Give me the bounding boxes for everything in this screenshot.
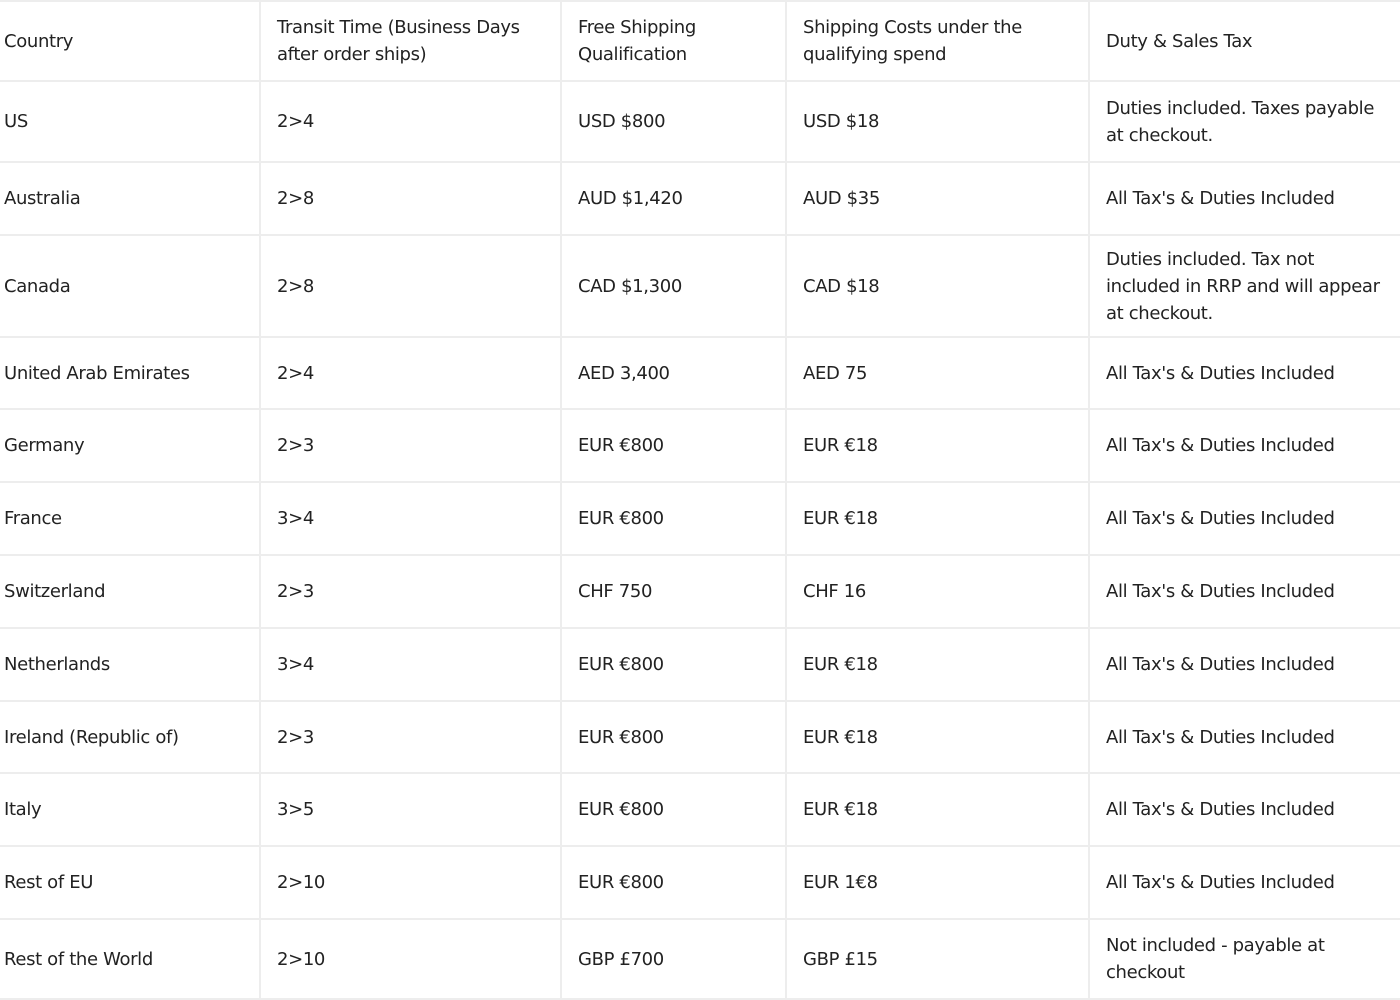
cell-shipping-cost: EUR €18 <box>786 701 1089 773</box>
cell-shipping-cost: EUR €18 <box>786 482 1089 555</box>
cell-free-shipping: CHF 750 <box>561 555 786 628</box>
table-row <box>0 482 1400 555</box>
cell-transit-time: 2>10 <box>260 846 561 919</box>
cell-shipping-cost: AUD $35 <box>786 162 1089 235</box>
table-row <box>0 919 1400 999</box>
cell-transit-time: 2>8 <box>260 235 561 337</box>
table-row <box>0 846 1400 919</box>
cell-shipping-cost: CAD $18 <box>786 235 1089 337</box>
cell-duty-tax: All Tax's & Duties Included <box>1089 846 1400 919</box>
cell-free-shipping: CAD $1,300 <box>561 235 786 337</box>
cell-shipping-cost: EUR 1€8 <box>786 846 1089 919</box>
cell-country: France <box>0 482 260 555</box>
header-country: Country <box>0 1 260 81</box>
cell-free-shipping: EUR €800 <box>561 701 786 773</box>
cell-free-shipping: AUD $1,420 <box>561 162 786 235</box>
cell-free-shipping: EUR €800 <box>561 773 786 846</box>
cell-shipping-cost: GBP £15 <box>786 919 1089 999</box>
cell-free-shipping: USD $800 <box>561 81 786 162</box>
table-header-row <box>0 1 1400 81</box>
cell-transit-time: 2>10 <box>260 919 561 999</box>
cell-transit-time: 3>4 <box>260 482 561 555</box>
cell-shipping-cost: CHF 16 <box>786 555 1089 628</box>
cell-country: US <box>0 81 260 162</box>
header-duty-tax: Duty & Sales Tax <box>1089 1 1400 81</box>
cell-transit-time: 2>3 <box>260 409 561 482</box>
table-row <box>0 235 1400 337</box>
cell-country: Rest of the World <box>0 919 260 999</box>
cell-country: Germany <box>0 409 260 482</box>
cell-country: Italy <box>0 773 260 846</box>
cell-country: Canada <box>0 235 260 337</box>
table-row <box>0 409 1400 482</box>
cell-duty-tax: All Tax's & Duties Included <box>1089 337 1400 409</box>
cell-shipping-cost: EUR €18 <box>786 773 1089 846</box>
cell-duty-tax: Duties included. Tax not included in RRP and will appear at checkout. <box>1089 235 1400 337</box>
cell-transit-time: 3>4 <box>260 628 561 701</box>
cell-shipping-cost: EUR €18 <box>786 628 1089 701</box>
cell-duty-tax: Not included - payable at checkout <box>1089 919 1400 999</box>
cell-free-shipping: EUR €800 <box>561 846 786 919</box>
cell-country: Rest of EU <box>0 846 260 919</box>
cell-shipping-cost: EUR €18 <box>786 409 1089 482</box>
cell-transit-time: 3>5 <box>260 773 561 846</box>
header-shipping-costs: Shipping Costs under the qualifying spend <box>786 1 1089 81</box>
table-row <box>0 337 1400 409</box>
cell-free-shipping: AED 3,400 <box>561 337 786 409</box>
cell-country: Ireland (Republic of) <box>0 701 260 773</box>
table-row <box>0 701 1400 773</box>
cell-duty-tax: Duties included. Taxes payable at checkout. <box>1089 81 1400 162</box>
header-free-shipping: Free Shipping Qualification <box>561 1 786 81</box>
cell-duty-tax: All Tax's & Duties Included <box>1089 773 1400 846</box>
cell-shipping-cost: AED 75 <box>786 337 1089 409</box>
cell-duty-tax: All Tax's & Duties Included <box>1089 409 1400 482</box>
cell-duty-tax: All Tax's & Duties Included <box>1089 482 1400 555</box>
cell-duty-tax: All Tax's & Duties Included <box>1089 701 1400 773</box>
cell-duty-tax: All Tax's & Duties Included <box>1089 555 1400 628</box>
cell-transit-time: 2>8 <box>260 162 561 235</box>
cell-duty-tax: All Tax's & Duties Included <box>1089 628 1400 701</box>
table-row <box>0 773 1400 846</box>
cell-free-shipping: EUR €800 <box>561 409 786 482</box>
header-transit-time: Transit Time (Business Days after order ships) <box>260 1 561 81</box>
cell-transit-time: 2>3 <box>260 701 561 773</box>
cell-free-shipping: EUR €800 <box>561 628 786 701</box>
cell-country: Netherlands <box>0 628 260 701</box>
table-row <box>0 162 1400 235</box>
cell-country: Switzerland <box>0 555 260 628</box>
cell-country: Australia <box>0 162 260 235</box>
cell-country: United Arab Emirates <box>0 337 260 409</box>
cell-shipping-cost: USD $18 <box>786 81 1089 162</box>
table-row <box>0 555 1400 628</box>
cell-free-shipping: GBP £700 <box>561 919 786 999</box>
cell-transit-time: 2>4 <box>260 81 561 162</box>
cell-free-shipping: EUR €800 <box>561 482 786 555</box>
cell-duty-tax: All Tax's & Duties Included <box>1089 162 1400 235</box>
table-row <box>0 628 1400 701</box>
table-row <box>0 81 1400 162</box>
cell-transit-time: 2>4 <box>260 337 561 409</box>
cell-transit-time: 2>3 <box>260 555 561 628</box>
